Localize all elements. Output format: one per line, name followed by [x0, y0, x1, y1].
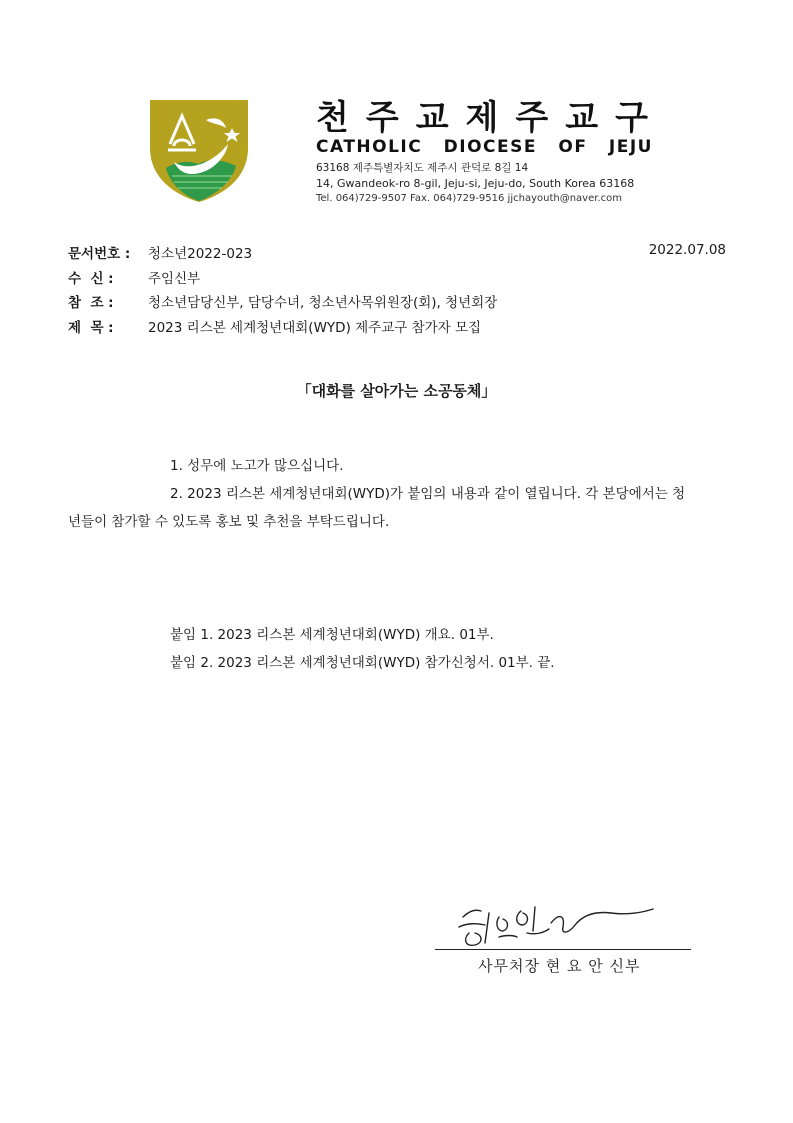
org-name-english: CATHOLIC DIOCESE OF JEJU [316, 137, 653, 157]
body-paragraph-2-line-2: 년들이 참가할 수 있도록 홍보 및 추천을 부탁드립니다. [68, 514, 390, 530]
recipient-value: 주임신부 [148, 271, 201, 287]
cc-value: 청소년담당신부, 담당수녀, 청소년사목위원장(회), 청년회장 [148, 295, 498, 311]
address-english: 14, Gwandeok-ro 8-gil, Jeju-si, Jeju-do, South Korea 63168 [316, 177, 635, 190]
motto-heading: 「대화를 살아가는 소공동체」 [296, 382, 497, 400]
signature-line [435, 949, 691, 950]
doc-date: 2022.07.08 [648, 242, 726, 258]
doc-number-row [68, 242, 252, 262]
signer-name: 사무처장 현 요 안 신부 [478, 957, 641, 975]
subject-value: 2023 리스본 세계청년대회(WYD) 제주교구 참가자 모집 [148, 320, 482, 336]
subject-row [68, 316, 481, 336]
body-paragraph-2-line-1: 2. 2023 리스본 세계청년대회(WYD)가 붙임의 내용과 같이 열립니다. 각 본당에서는 청 [170, 486, 686, 502]
handwritten-signature [455, 893, 665, 953]
address-korean: 63168 제주특별자치도 제주시 관덕로 8길 14 [316, 162, 529, 174]
org-name-korean: 천주교제주교구 [316, 98, 665, 138]
contact-info: Tel. 064)729-9507 Fax. 064)729-9516 jjchayouth@naver.com [316, 193, 622, 204]
subject-label: 제 목 : [68, 320, 114, 336]
recipient-label: 수 신 : [68, 271, 114, 287]
recipient-row [68, 267, 200, 287]
cc-row [68, 291, 497, 311]
diocese-emblem-logo [148, 100, 250, 202]
body-paragraph-1: 1. 성무에 노고가 많으십니다. [170, 458, 344, 474]
doc-number-value: 청소년2022-023 [148, 246, 253, 262]
attachment-item-2: 붙임 2. 2023 리스본 세계청년대회(WYD) 참가신청서. 01부. 끝. [170, 655, 555, 671]
doc-number-label: 문서번호 : [68, 246, 131, 262]
attachment-item-1: 붙임 1. 2023 리스본 세계청년대회(WYD) 개요. 01부. [170, 627, 494, 643]
cc-label: 참 조 : [68, 295, 114, 311]
